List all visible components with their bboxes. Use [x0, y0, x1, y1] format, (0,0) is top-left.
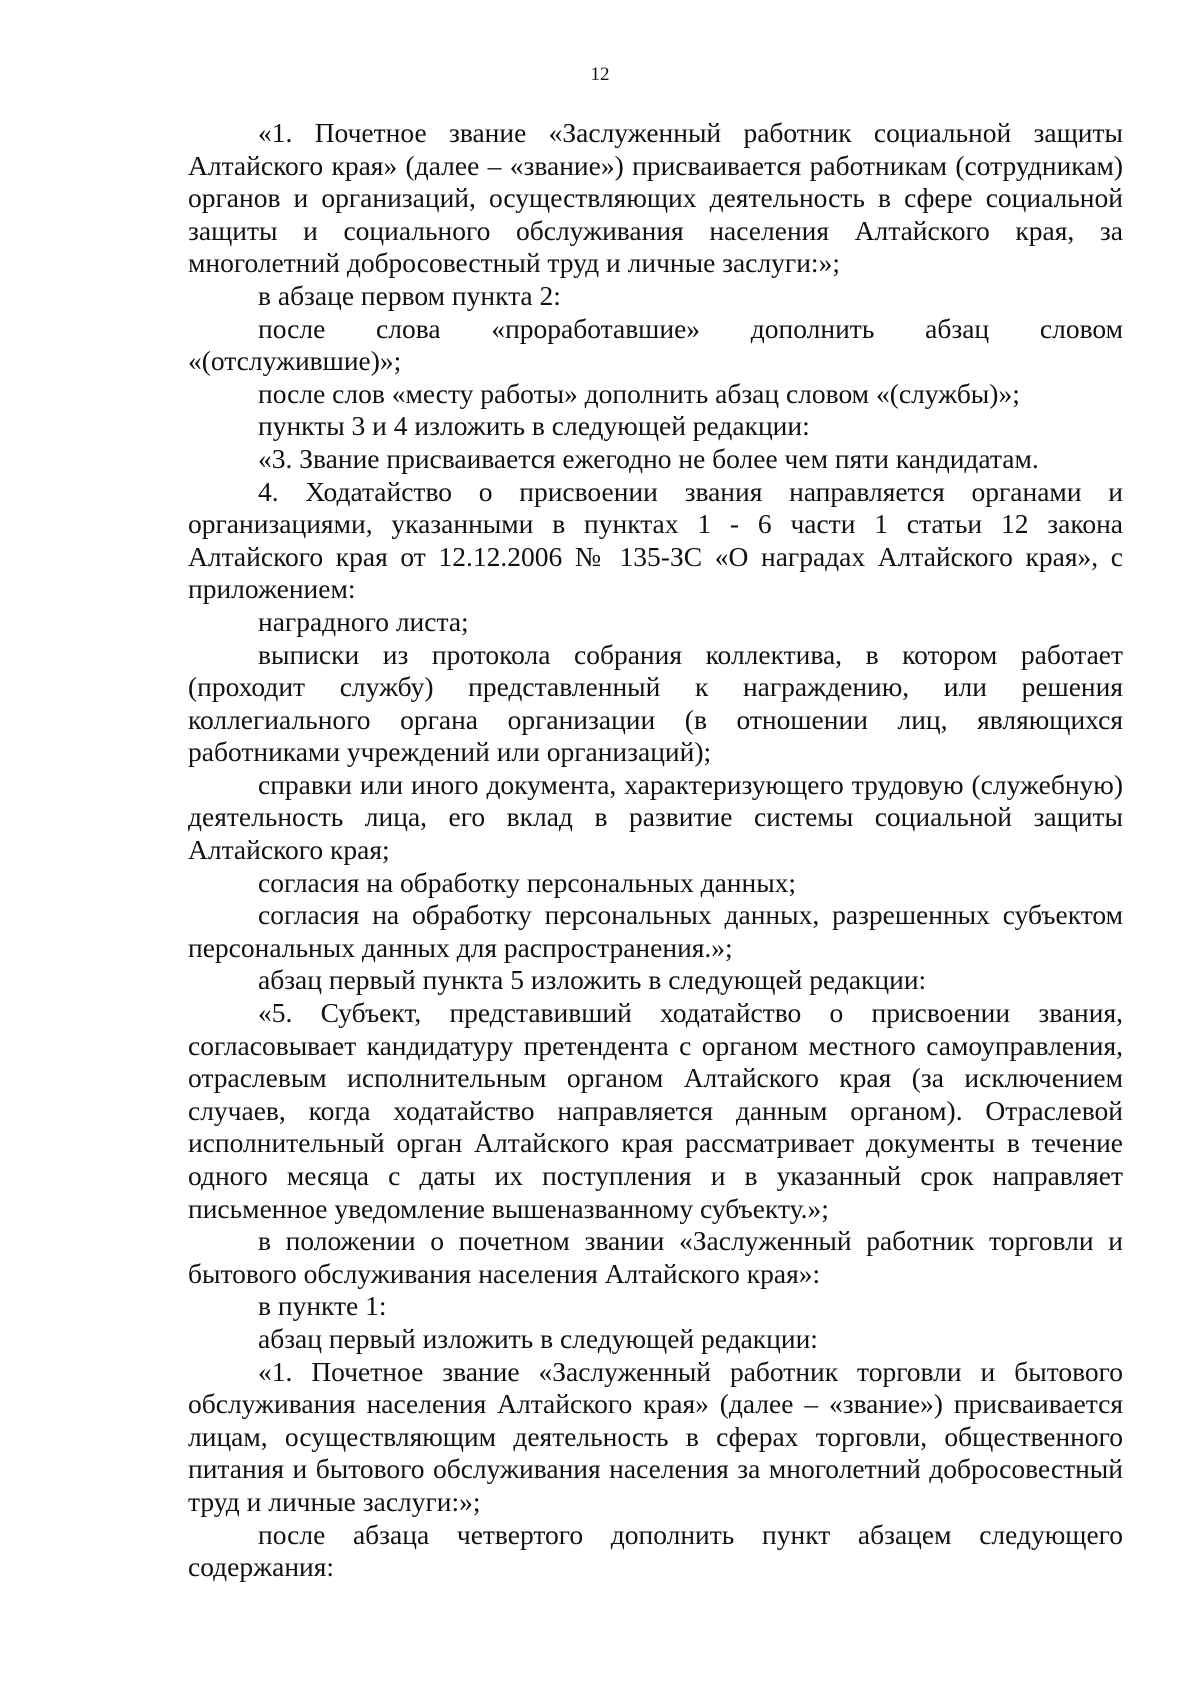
paragraph-6: «3. Звание присваивается ежегодно не более чем пяти кандидатам. [258, 442, 1039, 474]
paragraph-16: в пункте 1: [258, 1290, 387, 1322]
page-number: 12 [590, 64, 610, 85]
paragraph-4: после слов «месту работы» дополнить абзац словом «(службы)»; [258, 377, 1020, 409]
paragraph-8: наградного листа; [258, 605, 469, 637]
paragraph-17: абзац первый изложить в следующей редакции: [258, 1322, 818, 1354]
paragraph-14: «5. Субъект, представивший ходатайство о присвоении звания, согласовывает кандидатуру претендента с органом местного самоуправления, отраслевым исполнительным органом Алтайского края (за исключением случаев, когда ходатайство направляется данным органом). Отраслевой исполнительный орган Алтайского края рассматривает документы в течение одного месяца с даты их поступления и в указанный срок направляет письменное уведомление вышеназванному субъекту.»; [188, 997, 1123, 1224]
paragraph-2: в абзаце первом пункта 2: [258, 279, 561, 311]
document-body [188, 117, 1123, 1584]
paragraph-15: в положении о почетном звании «Заслуженный работник торговли и бытового обслуживания населения Алтайского края»: [188, 1225, 1123, 1289]
paragraph-9: выписки из протокола собрания коллектива, в котором работает (проходит службу) представленный к награждению, или решения коллегиального органа организации (в отношении лиц, являющихся работниками учреждений или организаций); [188, 638, 1123, 768]
paragraph-18: «1. Почетное звание «Заслуженный работник торговли и бытового обслуживания населения Алтайского края» (далее – «звание») присваивается лицам, осуществляющим деятельность в сферах торговли, общественного питания и бытового обслуживания населения за многолетний добросовестный труд и личные заслуги:»; [188, 1355, 1123, 1517]
paragraph-13: абзац первый пункта 5 изложить в следующей редакции: [258, 964, 927, 996]
paragraph-5: пункты 3 и 4 изложить в следующей редакции: [258, 410, 810, 442]
paragraph-1: «1. Почетное звание «Заслуженный работник социальной защиты Алтайского края» (далее – «звание») присваивается работникам (сотрудникам) органов и организаций, осуществляющих деятельность в сфере социальной защиты и социального обслуживания населения Алтайского края, за многолетний добросовестный труд и личные заслуги:»; [188, 117, 1123, 279]
paragraph-12: согласия на обработку персональных данных, разрешенных субъектом персональных данных для распространения.»; [188, 899, 1123, 963]
paragraph-10: справки или иного документа, характеризующего трудовую (служебную) деятельность лица, его вклад в развитие системы социальной защиты Алтайского края; [188, 768, 1123, 866]
paragraph-11: согласия на обработку персональных данных; [258, 866, 797, 898]
paragraph-3: после слова «проработавшие» дополнить абзац словом «(отслужившие)»; [188, 312, 1123, 377]
paragraph-7: 4. Ходатайство о присвоении звания направляется органами и организациями, указанными в пунктах 1 - 6 части 1 статьи 12 закона Алтайского края от 12.12.2006 № 135-ЗС «О наградах Алтайского края», с приложением: [188, 475, 1123, 605]
paragraph-19: после абзаца четвертого дополнить пункт абзацем следующего содержания: [188, 1518, 1123, 1583]
